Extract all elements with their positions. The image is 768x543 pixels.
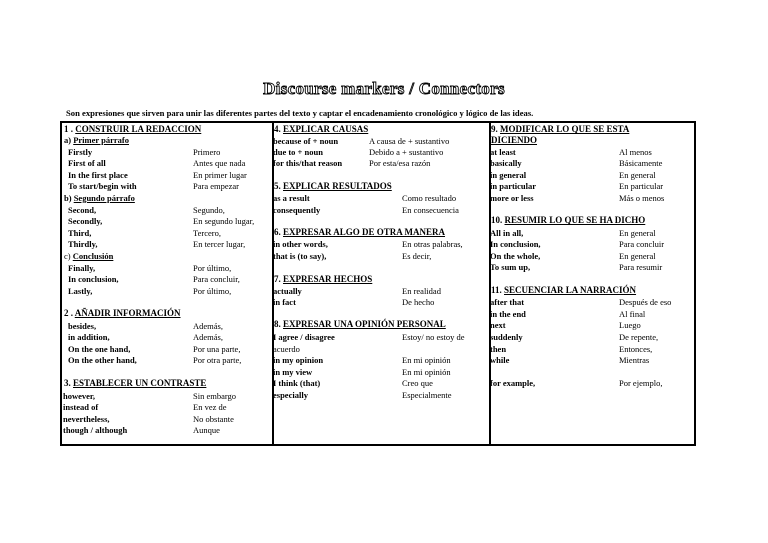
connector-es: Antes que nada	[193, 158, 246, 168]
section-9-heading-line2: DICIENDO	[491, 135, 538, 145]
connector-es: Sin embargo	[193, 391, 237, 401]
connector-en: however,	[63, 391, 96, 401]
connector-es: De repente,	[619, 332, 659, 342]
subsection-c-heading: c) Conclusión	[64, 251, 114, 261]
connector-en: in addition,	[68, 332, 110, 342]
connector-es: Para empezar	[193, 181, 240, 191]
connector-es: Además,	[193, 332, 223, 342]
section-8-heading: 8. EXPRESAR UNA OPINIÓN PERSONAL	[274, 319, 446, 329]
connector-en: due to + noun	[273, 147, 323, 157]
connector-en: in particular	[490, 181, 537, 191]
subsection-a-heading: a) Primer párrafo	[64, 135, 129, 145]
connector-en: that is (to say),	[273, 251, 327, 261]
connector-es: Por último,	[193, 286, 232, 296]
connector-es: Estoy/ no estoy de	[402, 332, 465, 342]
connector-es: Después de eso	[619, 297, 672, 307]
connector-es-continued: acuerdo	[273, 344, 300, 354]
connector-en: First of all	[68, 158, 106, 168]
connector-en: To start/begin with	[68, 181, 137, 191]
connector-es: En particular	[619, 181, 664, 191]
connector-en: in the end	[490, 309, 526, 319]
connector-en: as a result	[273, 193, 310, 203]
connector-en: Third,	[68, 228, 92, 238]
connector-es: Por otra parte,	[193, 355, 242, 365]
connector-es: De hecho	[402, 297, 435, 307]
connector-en: in other words,	[273, 239, 328, 249]
connector-en: in my view	[273, 367, 313, 377]
connector-es: Para resumir	[619, 262, 663, 272]
connector-es: En otras palabras,	[402, 239, 463, 249]
connector-en: I think (that)	[273, 378, 321, 388]
connector-es: A causa de + sustantivo	[369, 136, 450, 146]
connector-en: Firstly	[68, 147, 93, 157]
connector-es: Como resultado	[402, 193, 457, 203]
connector-es: En mi opinión	[402, 355, 451, 365]
section-4-heading: 4. EXPLICAR CAUSAS	[274, 124, 369, 134]
connector-es: Más o menos	[619, 193, 665, 203]
connector-en: On the other hand,	[68, 355, 137, 365]
connector-es: En vez de	[193, 402, 227, 412]
connector-en: because of + noun	[273, 136, 339, 146]
connector-es: Para concluir	[619, 239, 665, 249]
connector-en: in general	[490, 170, 527, 180]
column-2	[272, 123, 491, 444]
connector-es: En primer lugar	[193, 170, 247, 180]
connector-en: All in all,	[490, 228, 524, 238]
connector-es: Por último,	[193, 263, 232, 273]
connector-en: To sum up,	[490, 262, 531, 272]
connector-en: basically	[490, 158, 522, 168]
connector-en: Thirdly,	[68, 239, 98, 249]
connector-en: actually	[273, 286, 302, 296]
connector-es: Primero	[193, 147, 221, 157]
column-1	[62, 123, 274, 444]
connector-es: Para concluir,	[193, 274, 240, 284]
connector-es: En tercer lugar,	[193, 239, 246, 249]
connector-es: Tercero,	[193, 228, 221, 238]
column-3	[489, 123, 694, 444]
connector-es: Segundo,	[193, 205, 225, 215]
connector-es: Especialmente	[402, 390, 452, 400]
connector-en: though / although	[63, 425, 128, 435]
connector-en: In conclusion,	[68, 274, 119, 284]
section-11-heading: 11. SECUENCIAR LA NARRACIÓN	[491, 285, 637, 295]
connector-en: for example,	[490, 378, 536, 388]
connector-es: Aunque	[193, 425, 220, 435]
connector-es: En general	[619, 228, 656, 238]
section-9-heading: 9. MODIFICAR LO QUE SE ESTA	[491, 124, 630, 134]
connector-es: En mi opinión	[402, 367, 451, 377]
connector-en: In conclusion,	[490, 239, 541, 249]
connector-es: En realidad	[402, 286, 441, 296]
connector-en: Second,	[68, 205, 97, 215]
connector-en: suddenly	[490, 332, 523, 342]
connector-en: after that	[490, 297, 525, 307]
connector-es: Debido a + sustantivo	[369, 147, 444, 157]
section-1-heading: 1 . CONSTRUIR LA REDACCION	[64, 124, 202, 134]
connector-es: Mientras	[619, 355, 650, 365]
connector-en: in my opinion	[273, 355, 324, 365]
connector-en: In the first place	[68, 170, 128, 180]
connectors-table	[60, 121, 696, 446]
section-7-heading: 7. EXPRESAR HECHOS	[274, 274, 373, 284]
connector-en: Secondly,	[68, 216, 103, 226]
connector-en: at least	[490, 147, 516, 157]
connector-en: especially	[273, 390, 308, 400]
connector-es: Creo que	[402, 378, 433, 388]
connector-es: Además,	[193, 321, 223, 331]
connector-es: Al final	[619, 309, 646, 319]
intro-text: Son expresiones que sirven para unir las diferentes partes del texto y captar el encadenamiento cronológico y lógico de las ideas.	[66, 108, 534, 118]
connector-es: Por esta/esa razón	[369, 158, 431, 168]
connector-en: besides,	[68, 321, 97, 331]
section-10-heading: 10. RESUMIR LO QUE SE HA DICHO	[491, 215, 646, 225]
connector-en: Lastly,	[68, 286, 93, 296]
connector-es: En general	[619, 251, 656, 261]
connector-es: En general	[619, 170, 656, 180]
connector-es: En consecuencia	[402, 205, 459, 215]
connector-es: En segundo lugar,	[193, 216, 255, 226]
connector-en: On the whole,	[490, 251, 541, 261]
section-5-heading: 5. EXPLICAR RESULTADOS	[274, 181, 392, 191]
connector-en: for this/that reason	[273, 158, 343, 168]
page-title: Discourse markers / Connectors	[263, 79, 505, 98]
connector-es: Es decir,	[402, 251, 432, 261]
connector-es: Básicamente	[619, 158, 663, 168]
section-6-heading: 6. EXPRESAR ALGO DE OTRA MANERA	[274, 227, 446, 237]
connector-es: Al menos	[619, 147, 652, 157]
connector-en: in fact	[273, 297, 296, 307]
section-3-heading: 3. ESTABLECER UN CONTRASTE	[64, 378, 207, 388]
connector-es: Por una parte,	[193, 344, 241, 354]
connector-en: consequently	[273, 205, 321, 215]
subsection-b-heading: b) Segundo párrafo	[64, 193, 135, 203]
connector-en: Finally,	[68, 263, 96, 273]
connector-en: On the one hand,	[68, 344, 131, 354]
connector-es: Por ejemplo,	[619, 378, 663, 388]
section-2-heading: 2 . AÑADIR INFORMACIÓN	[64, 308, 181, 318]
connector-en: instead of	[63, 402, 99, 412]
connector-es: No obstante	[193, 414, 234, 424]
connector-en: I agree / disagree	[273, 332, 335, 342]
connector-en: then	[490, 344, 507, 354]
connector-en: more or less	[490, 193, 534, 203]
connector-es: Entonces,	[619, 344, 653, 354]
connector-en: nevertheless,	[63, 414, 110, 424]
connector-es: Luego	[619, 320, 641, 330]
connector-en: next	[490, 320, 506, 330]
connector-en: while	[490, 355, 510, 365]
